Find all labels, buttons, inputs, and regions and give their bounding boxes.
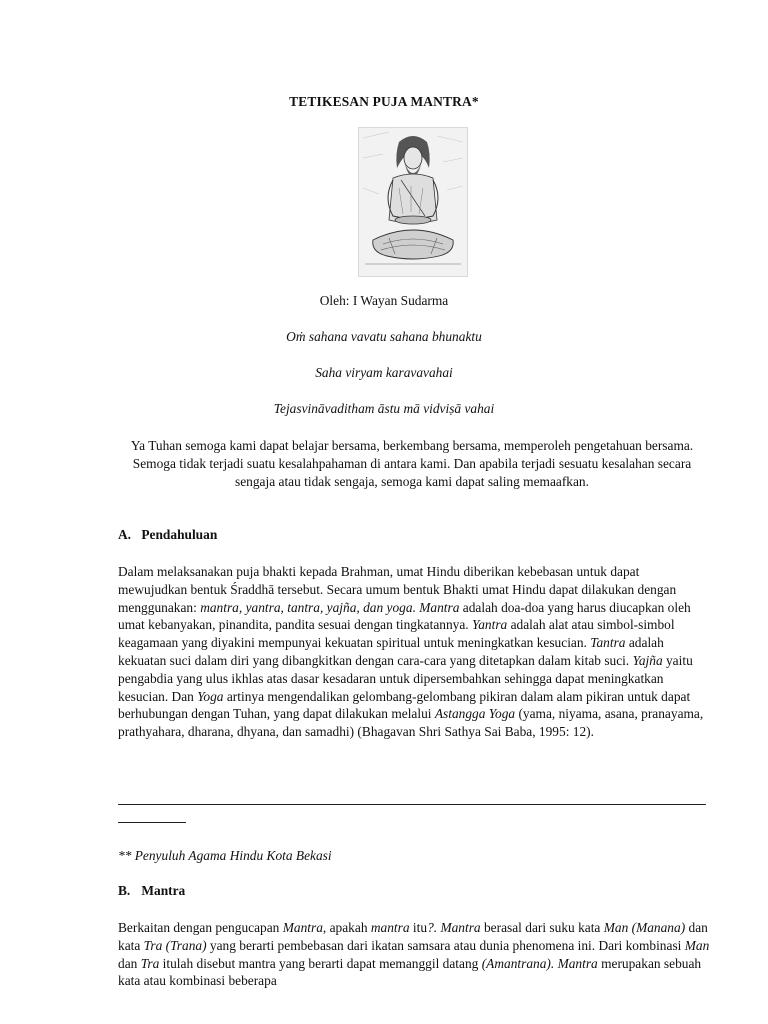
- para-a-italic-4: Yajña: [632, 652, 663, 668]
- para-a-text-6: artinya mengendalikan gelombang-gelombang pikiran dalam alam pikiran untuk dapat berhubungan dengan Tuhan, yang dapat dilakukan melalui: [118, 688, 691, 722]
- para-b-text-1: Berkaitan dengan pengucapan: [118, 920, 283, 935]
- para-b-text-2: , apakah: [322, 920, 371, 935]
- section-a-title: Pendahuluan: [141, 527, 218, 542]
- para-b-italic-5: Tra (Trana): [143, 937, 207, 953]
- para-b-text-5: dan kata: [118, 920, 708, 953]
- para-a-text-2: adalah doa-doa yang harus diucapkan oleh umat kebanyakan, pinandita, pandita sesuai dengan tingkatannya.: [118, 599, 691, 633]
- mantra-line-2: Saha viryam karavavahai: [315, 365, 453, 380]
- mantra-translation: Ya Tuhan semoga kami dapat belajar bersama, berkembang bersama, memperoleh pengetahuan bersama. Semoga tidak terjadi suatu kesalahpahaman di antara kami. Dan apabila terjadi sesuatu kesalahan secara sengaja atau tidak sengaja, semoga kami dapat saling memaafkan.: [130, 438, 694, 490]
- para-b-italic-1: Mantra: [282, 920, 323, 935]
- para-b-text-4: berasal dari suku kata: [480, 920, 604, 935]
- para-a-text-5: yaitu pengabdia yang ulus ikhlas atas dasar kesadaran untuk dipersembahkan sehingga dapat meningkatkan kesucian. Dan: [118, 652, 693, 704]
- para-b-italic-4: Man (Manana): [603, 920, 686, 935]
- section-a-heading: [118, 527, 217, 543]
- para-b-italic-3: ?. Mantra: [427, 920, 481, 935]
- section-b-title: Mantra: [141, 883, 186, 898]
- section-a-paragraph: [118, 563, 710, 741]
- footnote-separator: [118, 804, 706, 805]
- mantra-line-3: Tejasvināvaditham āstu mā vidviṣā vahai: [273, 401, 495, 416]
- section-b-heading: [118, 883, 185, 899]
- section-b-paragraph: [118, 919, 710, 990]
- para-b-italic-7: Tra: [140, 955, 160, 971]
- footnote: ** Penyuluh Agama Hindu Kota Bekasi: [118, 848, 332, 863]
- para-b-text-3: itu: [409, 920, 428, 935]
- para-a-text-4: adalah kekuatan suci dalam diri yang dibangkitkan dengan cara-cara yang ditetapkan dalam kitab suci.: [118, 635, 664, 668]
- para-b-italic-2: mantra: [370, 920, 410, 935]
- document-title: TETIKESAN PUJA MANTRA*: [289, 94, 479, 109]
- para-b-italic-6: Man: [684, 937, 710, 953]
- section-b-number: B.: [118, 883, 131, 898]
- para-b-text-6: yang berarti pembebasan dari ikatan samsara atau dunia phenomena ini. Dari kombinasi: [206, 937, 685, 953]
- mantra-line-1: Oṁ sahana vavatu sahana bhunaktu: [286, 329, 482, 344]
- para-b-text-7: dan: [118, 955, 141, 971]
- para-a-italic-6: Astangga Yoga: [434, 706, 516, 722]
- para-a-italic-1: mantra, yantra, tantra, yajña, dan yoga. Mantra: [200, 599, 460, 615]
- para-a-italic-2: Yantra: [472, 617, 508, 633]
- para-b-text-9: merupakan sebuah kata atau kombinasi beberapa: [118, 955, 702, 989]
- para-a-text-7: (yama, niyama, asana, pranayama, prathyahara, dharana, dhyana, dan samadhi) (Bhagavan Shri Sathya Sai Baba, 1995: 12).: [118, 706, 704, 740]
- para-a-text-3: adalah alat atau simbol-simbol keagamaan yang diyakini mempunyai kekuatan spiritual untuk meningkatkan kesucian.: [118, 617, 675, 651]
- section-a-number: A.: [118, 527, 132, 542]
- para-b-text-8: itulah disebut mantra yang berarti dapat memanggil datang: [159, 955, 482, 971]
- meditating-sage-illustration: [358, 127, 468, 277]
- footnote-separator-short: [118, 822, 186, 823]
- author-line: Oleh: I Wayan Sudarma: [319, 293, 449, 308]
- para-a-italic-5: Yoga: [197, 688, 224, 704]
- para-a-italic-3: Tantra: [590, 635, 626, 651]
- para-b-italic-8: (Amantrana). Mantra: [481, 955, 598, 971]
- para-a-text-1: Dalam melaksanakan puja bhakti kepada Brahman, umat Hindu diberikan kebebasan untuk dapat mewujudkan bentuk Śraddhā tersebut. Secara umum bentuk Bhakti umat Hindu dapat dilakukan dengan menggunakan:: [118, 564, 677, 615]
